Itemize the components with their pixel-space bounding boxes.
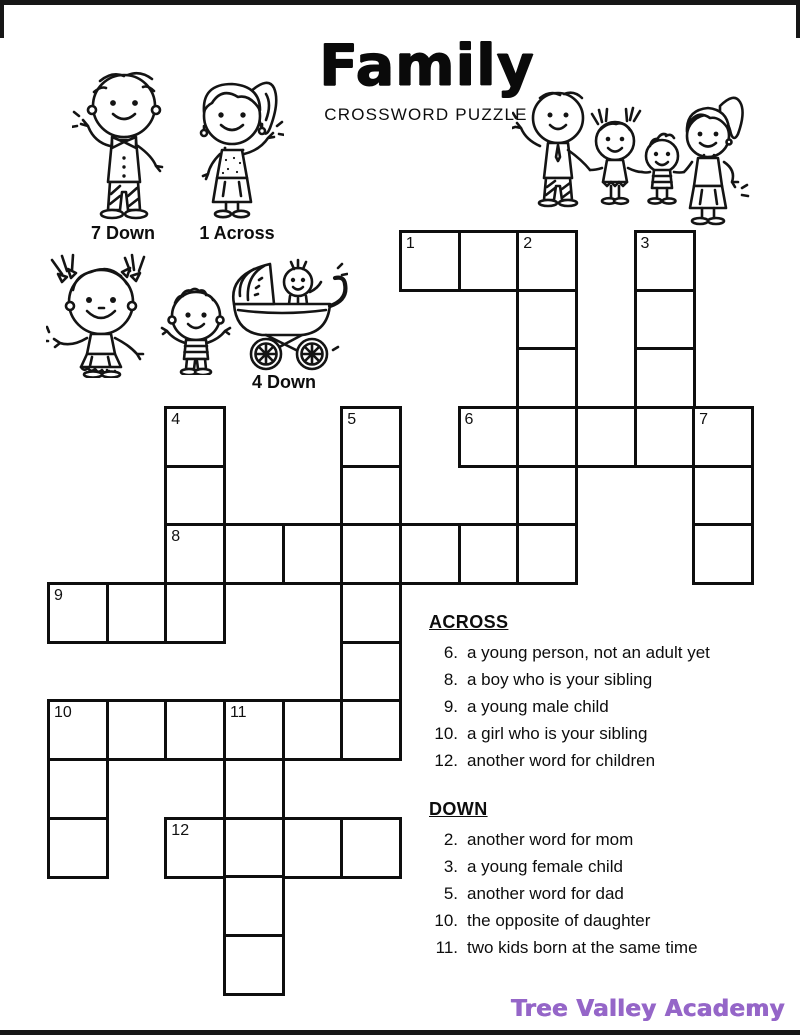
cell-number: 8	[171, 528, 181, 546]
dad-figure-label: 7 Down	[90, 223, 156, 243]
clue-text: a young person, not an adult yet	[467, 643, 710, 662]
page-edge-top	[0, 0, 800, 5]
page-title: Family	[319, 33, 535, 99]
dad-waving-icon	[72, 68, 172, 224]
crossword-cell[interactable]	[516, 347, 578, 409]
crossword-cell[interactable]	[164, 817, 226, 879]
down-clues-section	[428, 799, 788, 962]
crossword-cell[interactable]	[164, 699, 226, 761]
clue-number: 2.	[443, 830, 458, 849]
crossword-cell[interactable]	[164, 406, 226, 468]
crossword-cell[interactable]	[340, 406, 402, 468]
cell-number: 5	[347, 410, 357, 428]
clue-item	[428, 827, 788, 854]
crossword-cell[interactable]	[692, 406, 754, 468]
clue-number: 12.	[434, 751, 458, 770]
crossword-cell[interactable]	[340, 582, 402, 644]
crossword-cell[interactable]	[340, 699, 402, 761]
crossword-cell[interactable]	[634, 347, 696, 409]
crossword-cell[interactable]	[516, 289, 578, 351]
crossword-cell[interactable]	[692, 465, 754, 527]
crossword-cell[interactable]	[106, 699, 168, 761]
dad-illustration	[72, 68, 172, 224]
crossword-cell[interactable]	[106, 582, 168, 644]
crossword-cell[interactable]	[47, 758, 109, 820]
clue-text: two kids born at the same time	[467, 938, 698, 957]
crossword-cell[interactable]	[164, 582, 226, 644]
clue-text: the opposite of daughter	[467, 911, 651, 930]
cell-number: 10	[54, 704, 72, 722]
crossword-cell[interactable]	[516, 406, 578, 468]
cell-number: 6	[464, 410, 474, 428]
clue-text: a boy who is your sibling	[467, 670, 653, 689]
cell-number: 12	[171, 821, 190, 839]
crossword-cell[interactable]	[223, 523, 285, 585]
across-heading: ACROSS	[429, 612, 509, 632]
across-clue-list	[428, 640, 788, 775]
clue-number: 5.	[443, 884, 458, 903]
crossword-cell[interactable]	[223, 875, 285, 937]
page-subtitle: CROSSWORD PUZZLE	[324, 105, 528, 124]
page-edge-bottom	[0, 1030, 800, 1035]
clue-item	[428, 694, 788, 721]
brand-footer: Tree Valley Academy	[511, 996, 785, 1022]
clue-text: a young male child	[467, 697, 609, 716]
crossword-cell[interactable]	[516, 523, 578, 585]
crossword-cell[interactable]	[458, 230, 520, 292]
crossword-cell[interactable]	[164, 465, 226, 527]
clue-text: another word for mom	[467, 830, 634, 849]
across-clues-section	[428, 612, 788, 775]
crossword-cell[interactable]	[516, 230, 578, 292]
crossword-cell[interactable]	[47, 582, 109, 644]
mom-illustration	[192, 76, 284, 224]
crossword-cell[interactable]	[575, 406, 637, 468]
girl-illustration	[46, 252, 162, 378]
clue-number: 9.	[443, 697, 458, 716]
clue-item	[428, 908, 788, 935]
clue-item	[428, 935, 788, 962]
clue-number: 11.	[435, 938, 458, 957]
crossword-cell[interactable]	[223, 934, 285, 996]
crossword-cell[interactable]	[340, 523, 402, 585]
clue-item	[428, 881, 788, 908]
girl-with-pigtails-icon	[46, 252, 162, 378]
clue-text: a girl who is your sibling	[467, 724, 648, 743]
clue-item	[428, 667, 788, 694]
crossword-cell[interactable]	[634, 406, 696, 468]
down-heading: DOWN	[429, 799, 488, 819]
clue-number: 3.	[443, 857, 458, 876]
boy-illustration	[157, 283, 235, 375]
clue-text: a young female child	[467, 857, 623, 876]
clue-text: another word for dad	[467, 884, 624, 903]
mom-waving-icon	[192, 76, 284, 224]
clue-item	[428, 854, 788, 881]
cell-number: 2	[523, 235, 533, 252]
crossword-cell[interactable]	[282, 817, 344, 879]
cell-number: 4	[171, 410, 181, 428]
crossword-cell[interactable]	[458, 523, 520, 585]
crossword-cell[interactable]	[399, 523, 461, 585]
clue-text: another word for children	[467, 751, 656, 770]
crossword-cell[interactable]	[223, 758, 285, 820]
crossword-cell[interactable]	[47, 699, 109, 761]
clue-number: 8.	[443, 670, 458, 689]
cell-number: 11	[229, 704, 247, 722]
crossword-cell[interactable]	[399, 230, 461, 292]
cell-number: 1	[405, 235, 415, 252]
baby-carriage-illustration	[228, 258, 348, 372]
clue-number: 10.	[434, 911, 458, 930]
crossword-cell[interactable]	[340, 465, 402, 527]
down-clue-list	[428, 827, 788, 962]
clue-item	[428, 748, 788, 775]
family-holding-hands-icon	[512, 88, 780, 226]
crossword-cell[interactable]	[516, 465, 578, 527]
crossword-cell[interactable]	[692, 523, 754, 585]
mom-figure-label: 1 Across	[199, 223, 275, 243]
crossword-cell[interactable]	[47, 817, 109, 879]
crossword-cell[interactable]	[458, 406, 520, 468]
clue-number: 6.	[443, 643, 458, 662]
clue-item	[428, 721, 788, 748]
baby-in-carriage-icon	[228, 258, 348, 372]
cell-number: 3	[640, 235, 650, 252]
crossword-cell[interactable]	[223, 699, 285, 761]
crossword-cell[interactable]	[634, 289, 696, 351]
crossword-cell[interactable]	[340, 817, 402, 879]
clue-number: 10.	[434, 724, 458, 743]
page-edge-left	[0, 0, 4, 38]
family-illustration	[512, 88, 780, 226]
page-edge-right	[796, 0, 800, 38]
crossword-cell[interactable]	[634, 230, 696, 292]
crossword-cell[interactable]	[340, 641, 402, 703]
baby-figure-label: 4 Down	[251, 372, 317, 392]
crossword-cell[interactable]	[282, 699, 344, 761]
cell-number: 9	[54, 586, 63, 604]
cell-number: 7	[699, 410, 709, 428]
clue-item	[428, 640, 788, 667]
crossword-cell[interactable]	[282, 523, 344, 585]
crossword-cell[interactable]	[223, 817, 285, 879]
crossword-cell[interactable]	[164, 523, 226, 585]
boy-waving-icon	[157, 283, 235, 375]
